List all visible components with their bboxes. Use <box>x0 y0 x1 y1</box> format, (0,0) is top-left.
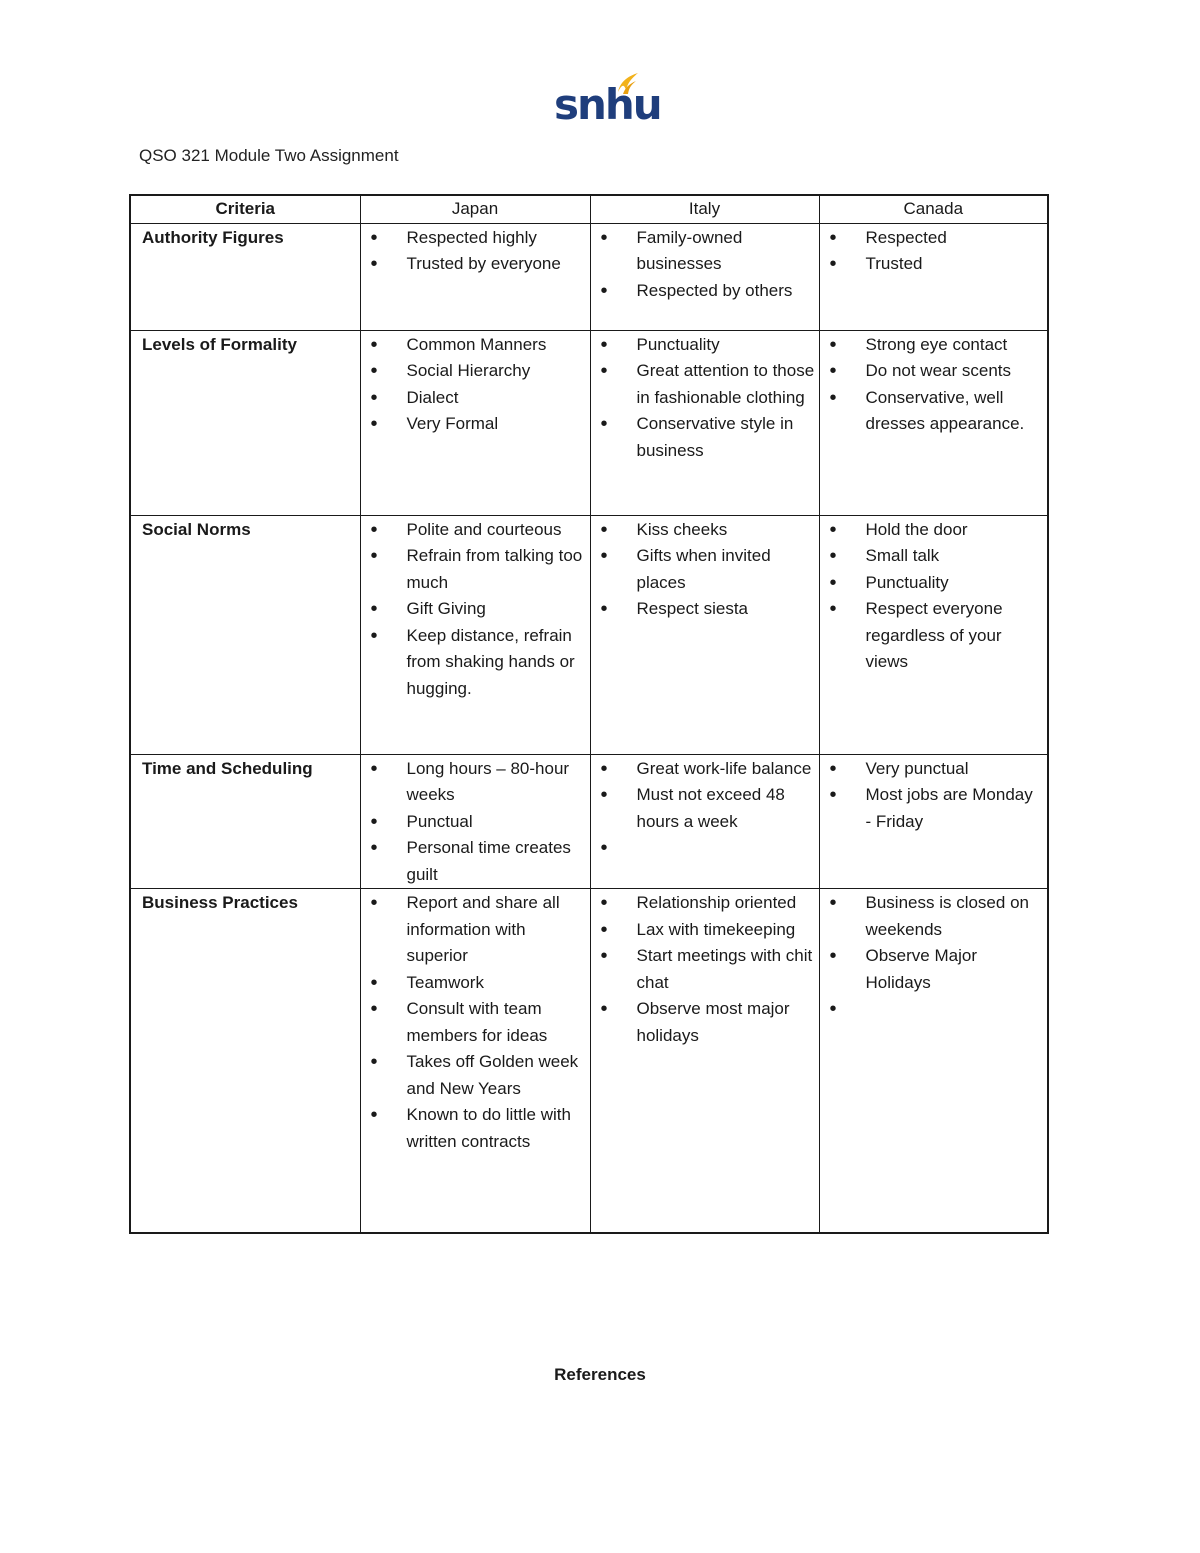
list-item: • Kiss cheeks <box>591 517 815 544</box>
list-item: • Common Manners <box>361 332 586 359</box>
row-label: Time and Scheduling <box>130 754 360 889</box>
document-title: QSO 321 Module Two Assignment <box>139 146 399 165</box>
list-item: • Punctuality <box>591 332 815 359</box>
cell-japan <box>360 889 590 1233</box>
list-item: • Respect everyone regardless of your views <box>820 596 1044 676</box>
bullet-list <box>820 890 1044 1023</box>
column-header-japan: Japan <box>360 195 590 223</box>
cell-italy <box>590 515 819 754</box>
table-row <box>130 223 1048 330</box>
bullet-list <box>361 332 586 438</box>
list-item <box>591 835 815 862</box>
bullet-list <box>820 756 1044 836</box>
cell-canada <box>819 754 1048 889</box>
list-item: • Conservative style in business <box>591 411 815 464</box>
list-item: • Hold the door <box>820 517 1044 544</box>
list-item: • Gift Giving <box>361 596 586 623</box>
cell-japan <box>360 515 590 754</box>
references-heading: References <box>554 1365 646 1384</box>
list-item: • Keep distance, refrain from shaking hands or hugging. <box>361 623 586 703</box>
bullet-list <box>591 225 815 305</box>
cell-canada <box>819 330 1048 515</box>
list-item: • Dialect <box>361 385 586 412</box>
table-row <box>130 754 1048 889</box>
list-item: • Respected <box>820 225 1044 252</box>
bullet-list <box>361 225 586 278</box>
table-header-row <box>130 195 1048 223</box>
row-label: Business Practices <box>130 889 360 1233</box>
column-header-canada: Canada <box>819 195 1048 223</box>
list-item: • Social Hierarchy <box>361 358 586 385</box>
list-item: • Polite and courteous <box>361 517 586 544</box>
row-label: Authority Figures <box>130 223 360 330</box>
list-item: • Consult with team members for ideas <box>361 996 586 1049</box>
cell-italy <box>590 754 819 889</box>
list-item: • Teamwork <box>361 970 586 997</box>
list-item: • Strong eye contact <box>820 332 1044 359</box>
list-item: • Great work-life balance <box>591 756 815 783</box>
list-item: • Great attention to those in fashionable clothing <box>591 358 815 411</box>
list-item: • Observe most major holidays <box>591 996 815 1049</box>
list-item: • Gifts when invited places <box>591 543 815 596</box>
list-item: • Punctual <box>361 809 586 836</box>
bullet-list <box>591 756 815 862</box>
comparison-table <box>129 194 1049 1234</box>
row-label: Levels of Formality <box>130 330 360 515</box>
list-item: • Very punctual <box>820 756 1044 783</box>
cell-japan <box>360 223 590 330</box>
list-item <box>820 996 1044 1023</box>
bullet-list <box>820 225 1044 278</box>
list-item: • Most jobs are Monday - Friday <box>820 782 1044 835</box>
table-row <box>130 889 1048 1233</box>
cell-japan <box>360 330 590 515</box>
list-item: • Respect siesta <box>591 596 815 623</box>
bullet-list <box>820 517 1044 676</box>
list-item: • Relationship oriented <box>591 890 815 917</box>
list-item: • Refrain from talking too much <box>361 543 586 596</box>
bullet-list <box>361 517 586 703</box>
list-item: • Start meetings with chit chat <box>591 943 815 996</box>
logo-wordmark: snhu <box>554 80 661 129</box>
bullet-list <box>361 890 586 1155</box>
table-row <box>130 330 1048 515</box>
cell-italy <box>590 330 819 515</box>
bullet-list <box>361 756 586 889</box>
list-item: • Trusted <box>820 251 1044 278</box>
list-item: • Punctuality <box>820 570 1044 597</box>
cell-italy <box>590 223 819 330</box>
column-header-criteria: Criteria <box>130 195 360 223</box>
list-item: • Conservative, well dresses appearance. <box>820 385 1044 438</box>
column-header-italy: Italy <box>590 195 819 223</box>
bullet-list <box>591 517 815 623</box>
list-item: • Lax with timekeeping <box>591 917 815 944</box>
list-item: • Respected highly <box>361 225 586 252</box>
bullet-list <box>820 332 1044 438</box>
list-item: • Personal time creates guilt <box>361 835 586 888</box>
bullet-list <box>591 332 815 465</box>
table-row <box>130 515 1048 754</box>
list-item: • Must not exceed 48 hours a week <box>591 782 815 835</box>
list-item: • Small talk <box>820 543 1044 570</box>
list-item: • Respected by others <box>591 278 815 305</box>
cell-italy <box>590 889 819 1233</box>
cell-canada <box>819 223 1048 330</box>
list-item: • Business is closed on weekends <box>820 890 1044 943</box>
list-item: • Do not wear scents <box>820 358 1044 385</box>
list-item: • Known to do little with written contracts <box>361 1102 586 1155</box>
list-item: • Observe Major Holidays <box>820 943 1044 996</box>
list-item: • Family-owned businesses <box>591 225 815 278</box>
list-item: • Long hours – 80-hour weeks <box>361 756 586 809</box>
list-item: • Takes off Golden week and New Years <box>361 1049 586 1102</box>
bullet-list <box>591 890 815 1049</box>
list-item: • Report and share all information with superior <box>361 890 586 970</box>
list-item: • Trusted by everyone <box>361 251 586 278</box>
cell-japan <box>360 754 590 889</box>
row-label: Social Norms <box>130 515 360 754</box>
cell-canada <box>819 889 1048 1233</box>
list-item: • Very Formal <box>361 411 586 438</box>
snhu-logo <box>554 70 661 136</box>
cell-canada <box>819 515 1048 754</box>
